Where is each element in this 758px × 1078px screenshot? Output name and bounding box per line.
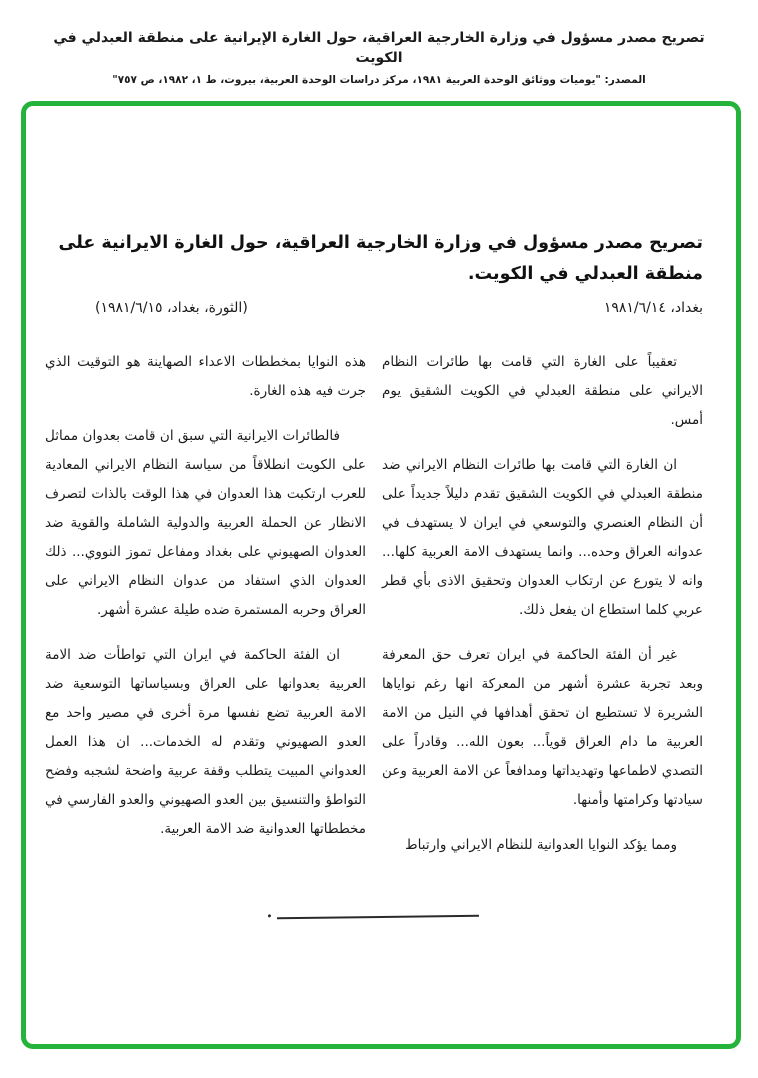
end-separator-line <box>277 915 479 919</box>
paragraph: تعقيباً على الغارة التي قامت بها طائرات النظام الايراني على منطقة العبدلي في الكويت الشقيق يوم أمس. <box>382 354 703 428</box>
paragraph: فالطائرات الايرانية التي سبق ان قامت بعدوان مماثل على الكويت انطلاقاً من سياسة النظام الايراني المعادية للعرب ارتكبت هذا العدوان في هذا الوقت بالذات لتصرف الانظار عن الحملة العربية والدولية الشاملة والقوية ضد العدوان الصهيوني على بغداد ومفاعل تموز النووي... ذلك العدوان الذي استفاد من عدوان النظام الايراني على العراق وحربه المستمرة ضده طيلة عشرة أشهر. <box>45 428 366 618</box>
column-left <box>45 348 366 876</box>
dateline-place-date: بغداد، ١٩٨١/٦/١٤ <box>603 300 703 316</box>
body-columns <box>45 348 703 876</box>
paragraph: ان الغارة التي قامت بها طائرات النظام الايراني ضد منطقة العبدلي في الكويت الشقيق تقدم دليلاً جديداً على أن النظام العنصري والتوسعي في ايران لا يستهدف في عدوانه العراق وحده... وانما يستهدف الامة العربية كلها... وانه لا يتورع عن ارتكاب العدوان وتحقيق الاذى بأي قطر عربي كلما استطاع ان يفعل ذلك. <box>382 457 703 618</box>
dateline-row <box>45 300 703 316</box>
document-header-title: تصريح مصدر مسؤول في وزارة الخارجية العراقية، حول الغارة الإيرانية على منطقة العبدلي في الكويت <box>53 30 705 66</box>
paragraph: غير أن الفئة الحاكمة في ايران تعرف حق المعرفة وبعد تجربة عشرة أشهر من المعركة انها رغم نواياها الشريرة لا تستطيع ان تحقق أهدافها في النيل من الامة العربية ما دام العراق قوياً... بعون الله... وقادراً على التصدي لاطماعها وتهديداتها ومدافعاً عن الامة العربية وعن سيادتها وكرامتها وأمنها. <box>382 647 703 808</box>
paragraph: هذه النوايا بمخططات الاعداء الصهاينة هو التوقيت الذي جرت فيه هذه الغارة. <box>45 354 366 399</box>
dateline-newspaper-ref: (الثورة، بغداد، ١٩٨١/٦/١٥) <box>95 300 248 316</box>
separator-end-dot <box>268 914 271 917</box>
document-frame <box>21 101 741 1049</box>
paragraph: ومما يؤكد النوايا العدوانية للنظام الايراني وارتباط <box>405 837 677 853</box>
document-source-citation: المصدر: "يوميات ووثائق الوحدة العربية ١٩٨١، مركز دراسات الوحدة العربية، بيروت، ط ١، ١٩٨٢، ص ٧٥٧" <box>112 74 646 86</box>
paragraph: ان الفئة الحاكمة في ايران التي تواطأت ضد الامة العربية بعدوانها على العراق وبسياساتها التوسعية ضد الامة العربية تضع نفسها مرة أخرى في مصير واحد مع العدو الصهيوني وتقدم له الخدمات... ان هذا العمل العدواني المبيت يتطلب وقفة عربية واضحة لشجبه وفضح التواطؤ والتنسيق بين العدو الصهيوني والعدو الفارسي في مخططاتها العدوانية ضد الامة العربية. <box>45 647 366 837</box>
statement-title: تصريح مصدر مسؤول في وزارة الخارجية العراقية، حول الغارة الايرانية على منطقة العبدلي في الكويت. <box>58 233 703 284</box>
column-right <box>382 348 703 876</box>
